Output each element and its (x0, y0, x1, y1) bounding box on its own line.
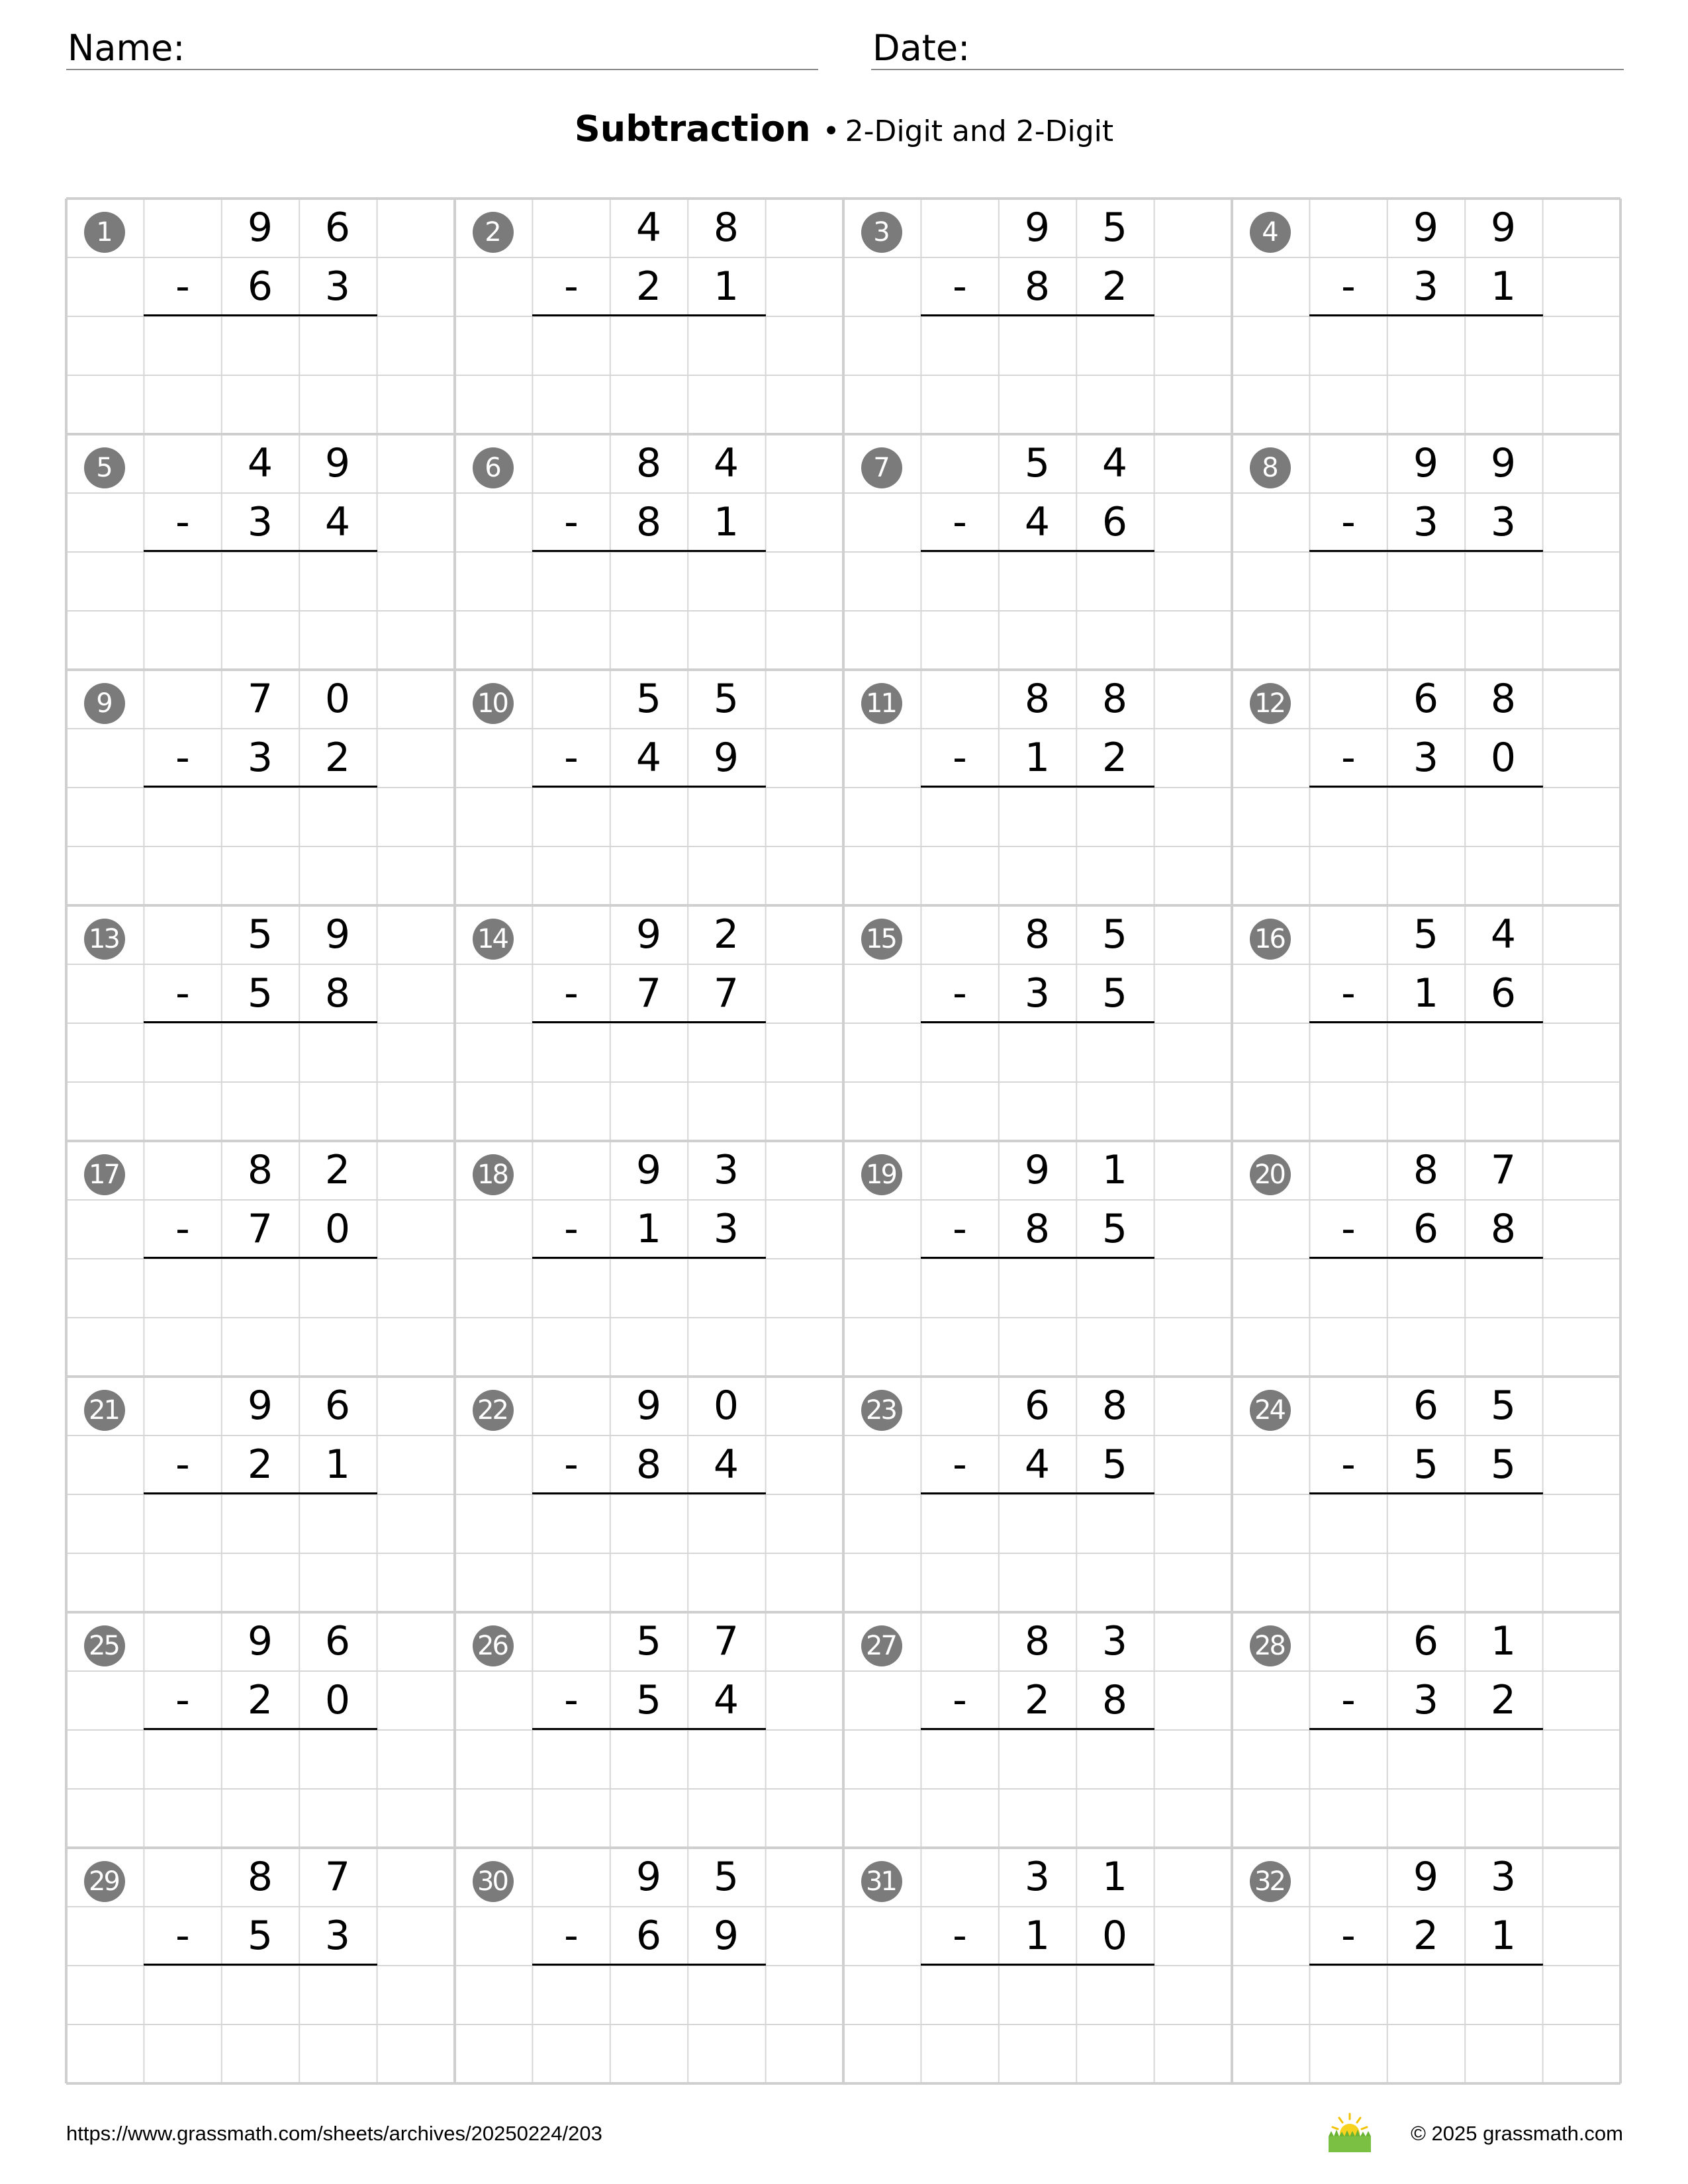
subtrahend-tens-digit: 8 (1024, 263, 1051, 310)
minus-sign: - (175, 499, 190, 545)
answer-line (144, 786, 377, 788)
minus-sign: - (1341, 970, 1356, 1017)
minuend-ones-digit: 6 (324, 205, 351, 251)
minuend-tens-digit: 6 (1413, 1618, 1439, 1664)
minuend-tens-digit: 8 (1024, 911, 1051, 958)
minuend-tens-digit: 9 (635, 1383, 662, 1429)
problem-2 (455, 199, 843, 434)
problem-22 (455, 1377, 843, 1612)
subtrahend-ones-digit: 2 (1102, 263, 1128, 310)
minuend-ones-digit: 5 (1102, 911, 1128, 958)
subtrahend-tens-digit: 3 (1413, 735, 1439, 781)
answer-line (1309, 550, 1543, 552)
problem-9 (66, 670, 455, 905)
minuend-ones-digit: 5 (1490, 1383, 1517, 1429)
minuend-tens-digit: 9 (1413, 205, 1439, 251)
minus-sign: - (953, 1677, 967, 1723)
problem-number-badge: 13 (84, 919, 125, 960)
minus-sign: - (953, 1913, 967, 1959)
minus-sign: - (564, 735, 579, 781)
minuend-ones-digit: 6 (324, 1383, 351, 1429)
minuend-tens-digit: 8 (1413, 1147, 1439, 1193)
minus-sign: - (175, 1913, 190, 1959)
problem-number-badge: 10 (473, 683, 514, 724)
problem-number-badge: 29 (84, 1861, 125, 1902)
problem-17 (66, 1141, 455, 1377)
subtrahend-tens-digit: 6 (1413, 1206, 1439, 1252)
minuend-tens-digit: 8 (1024, 676, 1051, 722)
minus-sign: - (564, 499, 579, 545)
problem-24 (1232, 1377, 1620, 1612)
problem-6 (455, 434, 843, 670)
problem-number-badge: 23 (861, 1390, 902, 1431)
minus-sign: - (564, 1677, 579, 1723)
title-separator: • (822, 114, 840, 148)
minuend-ones-digit: 1 (1490, 1618, 1517, 1664)
answer-line (921, 786, 1154, 788)
name-label: Name: (68, 27, 185, 69)
grass-sun-logo-icon (1326, 2111, 1374, 2154)
minuend-tens-digit: 9 (1413, 1854, 1439, 1900)
subtrahend-ones-digit: 0 (324, 1677, 351, 1723)
answer-line (532, 1492, 766, 1494)
minuend-ones-digit: 8 (713, 205, 739, 251)
answer-line (921, 1728, 1154, 1730)
minuend-tens-digit: 9 (1024, 1147, 1051, 1193)
problem-number-badge: 4 (1250, 212, 1291, 253)
answer-line (144, 1492, 377, 1494)
problem-number-badge: 27 (861, 1625, 902, 1666)
minuend-tens-digit: 6 (1024, 1383, 1051, 1429)
subtrahend-tens-digit: 2 (635, 263, 662, 310)
subtrahend-tens-digit: 1 (1413, 970, 1439, 1017)
minus-sign: - (175, 970, 190, 1017)
minuend-tens-digit: 9 (247, 1383, 273, 1429)
problem-23 (843, 1377, 1232, 1612)
subtrahend-tens-digit: 7 (635, 970, 662, 1017)
subtrahend-ones-digit: 2 (1102, 735, 1128, 781)
subtrahend-tens-digit: 5 (247, 1913, 273, 1959)
answer-line (144, 1257, 377, 1259)
problem-25 (66, 1612, 455, 1848)
subtrahend-tens-digit: 3 (247, 735, 273, 781)
minuend-tens-digit: 4 (247, 440, 273, 486)
problem-number-badge: 15 (861, 919, 902, 960)
minuend-ones-digit: 2 (324, 1147, 351, 1193)
minuend-tens-digit: 9 (635, 911, 662, 958)
subtrahend-tens-digit: 3 (1024, 970, 1051, 1017)
problem-number-badge: 24 (1250, 1390, 1291, 1431)
subtrahend-ones-digit: 5 (1102, 1206, 1128, 1252)
problem-18 (455, 1141, 843, 1377)
problem-number-badge: 17 (84, 1154, 125, 1195)
problem-21 (66, 1377, 455, 1612)
subtrahend-ones-digit: 9 (713, 735, 739, 781)
problem-10 (455, 670, 843, 905)
subtrahend-tens-digit: 4 (635, 735, 662, 781)
problem-13 (66, 905, 455, 1141)
problem-number-badge: 32 (1250, 1861, 1291, 1902)
problem-16 (1232, 905, 1620, 1141)
minus-sign: - (1341, 499, 1356, 545)
answer-line (921, 314, 1154, 316)
minuend-tens-digit: 6 (1413, 1383, 1439, 1429)
minuend-ones-digit: 7 (1490, 1147, 1517, 1193)
minuend-tens-digit: 9 (635, 1854, 662, 1900)
problem-19 (843, 1141, 1232, 1377)
title-subtitle: 2-Digit and 2-Digit (845, 114, 1114, 148)
minuend-ones-digit: 6 (324, 1618, 351, 1664)
minus-sign: - (175, 1677, 190, 1723)
subtrahend-ones-digit: 5 (1490, 1441, 1517, 1488)
subtrahend-ones-digit: 9 (713, 1913, 739, 1959)
problem-4 (1232, 199, 1620, 434)
subtrahend-tens-digit: 2 (1024, 1677, 1051, 1723)
minuend-tens-digit: 3 (1024, 1854, 1051, 1900)
footer-url: https://www.grassmath.com/sheets/archives/20250224/203 (66, 2122, 602, 2145)
answer-line (532, 314, 766, 316)
subtrahend-ones-digit: 1 (713, 499, 739, 545)
answer-line (1309, 1728, 1543, 1730)
answer-line (144, 550, 377, 552)
minuend-tens-digit: 5 (1024, 440, 1051, 486)
subtrahend-ones-digit: 1 (1490, 263, 1517, 310)
minuend-tens-digit: 6 (1413, 676, 1439, 722)
minus-sign: - (953, 263, 967, 310)
minuend-ones-digit: 5 (713, 1854, 739, 1900)
subtrahend-ones-digit: 4 (713, 1441, 739, 1488)
subtrahend-tens-digit: 3 (247, 499, 273, 545)
problem-1 (66, 199, 455, 434)
answer-line (532, 1728, 766, 1730)
answer-line (144, 1021, 377, 1023)
minuend-ones-digit: 4 (1102, 440, 1128, 486)
problem-number-badge: 11 (861, 683, 902, 724)
minuend-tens-digit: 9 (1413, 440, 1439, 486)
date-label: Date: (872, 27, 970, 69)
answer-line (532, 786, 766, 788)
problem-number-badge: 3 (861, 212, 902, 253)
problem-number-badge: 19 (861, 1154, 902, 1195)
problem-number-badge: 18 (473, 1154, 514, 1195)
problem-number-badge: 26 (473, 1625, 514, 1666)
problem-7 (843, 434, 1232, 670)
subtrahend-ones-digit: 0 (1490, 735, 1517, 781)
footer-copyright: © 2025 grassmath.com (1411, 2122, 1623, 2145)
subtrahend-tens-digit: 2 (247, 1441, 273, 1488)
subtrahend-ones-digit: 1 (1490, 1913, 1517, 1959)
problem-29 (66, 1848, 455, 2083)
problem-number-badge: 21 (84, 1390, 125, 1431)
problem-number-badge: 25 (84, 1625, 125, 1666)
subtrahend-ones-digit: 8 (324, 970, 351, 1017)
minuend-ones-digit: 8 (1102, 1383, 1128, 1429)
subtrahend-ones-digit: 2 (1490, 1677, 1517, 1723)
subtrahend-tens-digit: 7 (247, 1206, 273, 1252)
subtrahend-ones-digit: 0 (1102, 1913, 1128, 1959)
minuend-tens-digit: 5 (247, 911, 273, 958)
minus-sign: - (564, 1206, 579, 1252)
subtrahend-tens-digit: 4 (1024, 1441, 1051, 1488)
minus-sign: - (175, 735, 190, 781)
problem-30 (455, 1848, 843, 2083)
problem-number-badge: 16 (1250, 919, 1291, 960)
subtrahend-ones-digit: 7 (713, 970, 739, 1017)
minus-sign: - (1341, 263, 1356, 310)
subtrahend-ones-digit: 1 (324, 1441, 351, 1488)
problem-number-badge: 14 (473, 919, 514, 960)
subtrahend-tens-digit: 5 (247, 970, 273, 1017)
subtrahend-tens-digit: 2 (247, 1677, 273, 1723)
subtrahend-tens-digit: 8 (635, 499, 662, 545)
problem-20 (1232, 1141, 1620, 1377)
minus-sign: - (564, 1913, 579, 1959)
problem-31 (843, 1848, 1232, 2083)
problem-11 (843, 670, 1232, 905)
minus-sign: - (953, 1206, 967, 1252)
problem-number-badge: 28 (1250, 1625, 1291, 1666)
problem-number-badge: 1 (84, 212, 125, 253)
answer-line (144, 314, 377, 316)
subtrahend-ones-digit: 1 (713, 263, 739, 310)
minuend-ones-digit: 9 (324, 440, 351, 486)
subtrahend-ones-digit: 2 (324, 735, 351, 781)
subtrahend-tens-digit: 2 (1413, 1913, 1439, 1959)
answer-line (532, 1964, 766, 1966)
subtrahend-tens-digit: 6 (635, 1913, 662, 1959)
subtrahend-tens-digit: 3 (1413, 1677, 1439, 1723)
answer-line (1309, 786, 1543, 788)
minus-sign: - (564, 263, 579, 310)
minuend-ones-digit: 2 (713, 911, 739, 958)
subtrahend-tens-digit: 1 (1024, 735, 1051, 781)
minuend-tens-digit: 5 (635, 1618, 662, 1664)
subtrahend-tens-digit: 5 (635, 1677, 662, 1723)
problem-14 (455, 905, 843, 1141)
minuend-tens-digit: 4 (635, 205, 662, 251)
subtrahend-tens-digit: 3 (1413, 263, 1439, 310)
minuend-tens-digit: 8 (1024, 1618, 1051, 1664)
subtrahend-ones-digit: 3 (1490, 499, 1517, 545)
answer-line (921, 550, 1154, 552)
subtrahend-ones-digit: 8 (1102, 1677, 1128, 1723)
answer-line (921, 1492, 1154, 1494)
answer-line (1309, 314, 1543, 316)
subtrahend-ones-digit: 5 (1102, 970, 1128, 1017)
minuend-ones-digit: 9 (1490, 440, 1517, 486)
minuend-tens-digit: 7 (247, 676, 273, 722)
minuend-ones-digit: 4 (713, 440, 739, 486)
problem-8 (1232, 434, 1620, 670)
answer-line (1309, 1964, 1543, 1966)
answer-line (921, 1021, 1154, 1023)
minus-sign: - (175, 1441, 190, 1488)
problem-12 (1232, 670, 1620, 905)
problem-number-badge: 7 (861, 447, 902, 488)
problem-27 (843, 1612, 1232, 1848)
answer-line (532, 1257, 766, 1259)
subtrahend-ones-digit: 4 (324, 499, 351, 545)
subtrahend-ones-digit: 5 (1102, 1441, 1128, 1488)
problem-5 (66, 434, 455, 670)
minus-sign: - (953, 970, 967, 1017)
minuend-ones-digit: 3 (1102, 1618, 1128, 1664)
minus-sign: - (175, 1206, 190, 1252)
subtrahend-tens-digit: 4 (1024, 499, 1051, 545)
answer-line (1309, 1257, 1543, 1259)
answer-line (532, 550, 766, 552)
subtrahend-ones-digit: 3 (324, 263, 351, 310)
problem-number-badge: 20 (1250, 1154, 1291, 1195)
minuend-ones-digit: 0 (324, 676, 351, 722)
subtrahend-tens-digit: 8 (635, 1441, 662, 1488)
minuend-ones-digit: 4 (1490, 911, 1517, 958)
problem-number-badge: 8 (1250, 447, 1291, 488)
minuend-tens-digit: 9 (247, 205, 273, 251)
subtrahend-tens-digit: 8 (1024, 1206, 1051, 1252)
minuend-ones-digit: 1 (1102, 1147, 1128, 1193)
minuend-ones-digit: 5 (713, 676, 739, 722)
subtrahend-tens-digit: 1 (635, 1206, 662, 1252)
problem-32 (1232, 1848, 1620, 2083)
minuend-tens-digit: 9 (1024, 205, 1051, 251)
subtrahend-ones-digit: 6 (1102, 499, 1128, 545)
minus-sign: - (1341, 1441, 1356, 1488)
answer-line (144, 1728, 377, 1730)
problem-number-badge: 2 (473, 212, 514, 253)
subtrahend-ones-digit: 3 (713, 1206, 739, 1252)
minuend-ones-digit: 1 (1102, 1854, 1128, 1900)
minuend-ones-digit: 8 (1490, 676, 1517, 722)
problem-number-badge: 5 (84, 447, 125, 488)
title-main: Subtraction (574, 108, 811, 150)
subtrahend-tens-digit: 3 (1413, 499, 1439, 545)
subtrahend-ones-digit: 3 (324, 1913, 351, 1959)
minuend-ones-digit: 3 (1490, 1854, 1517, 1900)
minuend-ones-digit: 9 (1490, 205, 1517, 251)
minus-sign: - (1341, 735, 1356, 781)
answer-line (144, 1964, 377, 1966)
answer-line (532, 1021, 766, 1023)
minus-sign: - (953, 1441, 967, 1488)
minuend-tens-digit: 9 (247, 1618, 273, 1664)
problem-number-badge: 22 (473, 1390, 514, 1431)
minuend-tens-digit: 9 (635, 1147, 662, 1193)
minus-sign: - (953, 735, 967, 781)
minuend-tens-digit: 5 (635, 676, 662, 722)
problem-number-badge: 9 (84, 683, 125, 724)
problem-26 (455, 1612, 843, 1848)
problem-number-badge: 31 (861, 1861, 902, 1902)
problem-3 (843, 199, 1232, 434)
minuend-tens-digit: 5 (1413, 911, 1439, 958)
minus-sign: - (175, 263, 190, 310)
subtrahend-tens-digit: 6 (247, 263, 273, 310)
minuend-ones-digit: 9 (324, 911, 351, 958)
minus-sign: - (564, 970, 579, 1017)
subtrahend-ones-digit: 0 (324, 1206, 351, 1252)
minus-sign: - (1341, 1206, 1356, 1252)
subtrahend-tens-digit: 1 (1024, 1913, 1051, 1959)
minuend-ones-digit: 5 (1102, 205, 1128, 251)
minuend-tens-digit: 8 (635, 440, 662, 486)
problem-15 (843, 905, 1232, 1141)
minuend-ones-digit: 8 (1102, 676, 1128, 722)
minuend-ones-digit: 3 (713, 1147, 739, 1193)
problem-number-badge: 6 (473, 447, 514, 488)
minus-sign: - (1341, 1913, 1356, 1959)
answer-line (921, 1964, 1154, 1966)
problem-number-badge: 12 (1250, 683, 1291, 724)
answer-line (1309, 1021, 1543, 1023)
minus-sign: - (1341, 1677, 1356, 1723)
subtrahend-ones-digit: 8 (1490, 1206, 1517, 1252)
minuend-ones-digit: 7 (324, 1854, 351, 1900)
problem-number-badge: 30 (473, 1861, 514, 1902)
minuend-tens-digit: 8 (247, 1854, 273, 1900)
minuend-ones-digit: 0 (713, 1383, 739, 1429)
subtrahend-tens-digit: 5 (1413, 1441, 1439, 1488)
answer-line (1309, 1492, 1543, 1494)
subtrahend-ones-digit: 6 (1490, 970, 1517, 1017)
subtrahend-ones-digit: 4 (713, 1677, 739, 1723)
minuend-ones-digit: 7 (713, 1618, 739, 1664)
answer-line (921, 1257, 1154, 1259)
minus-sign: - (564, 1441, 579, 1488)
problem-28 (1232, 1612, 1620, 1848)
minus-sign: - (953, 499, 967, 545)
minuend-tens-digit: 8 (247, 1147, 273, 1193)
